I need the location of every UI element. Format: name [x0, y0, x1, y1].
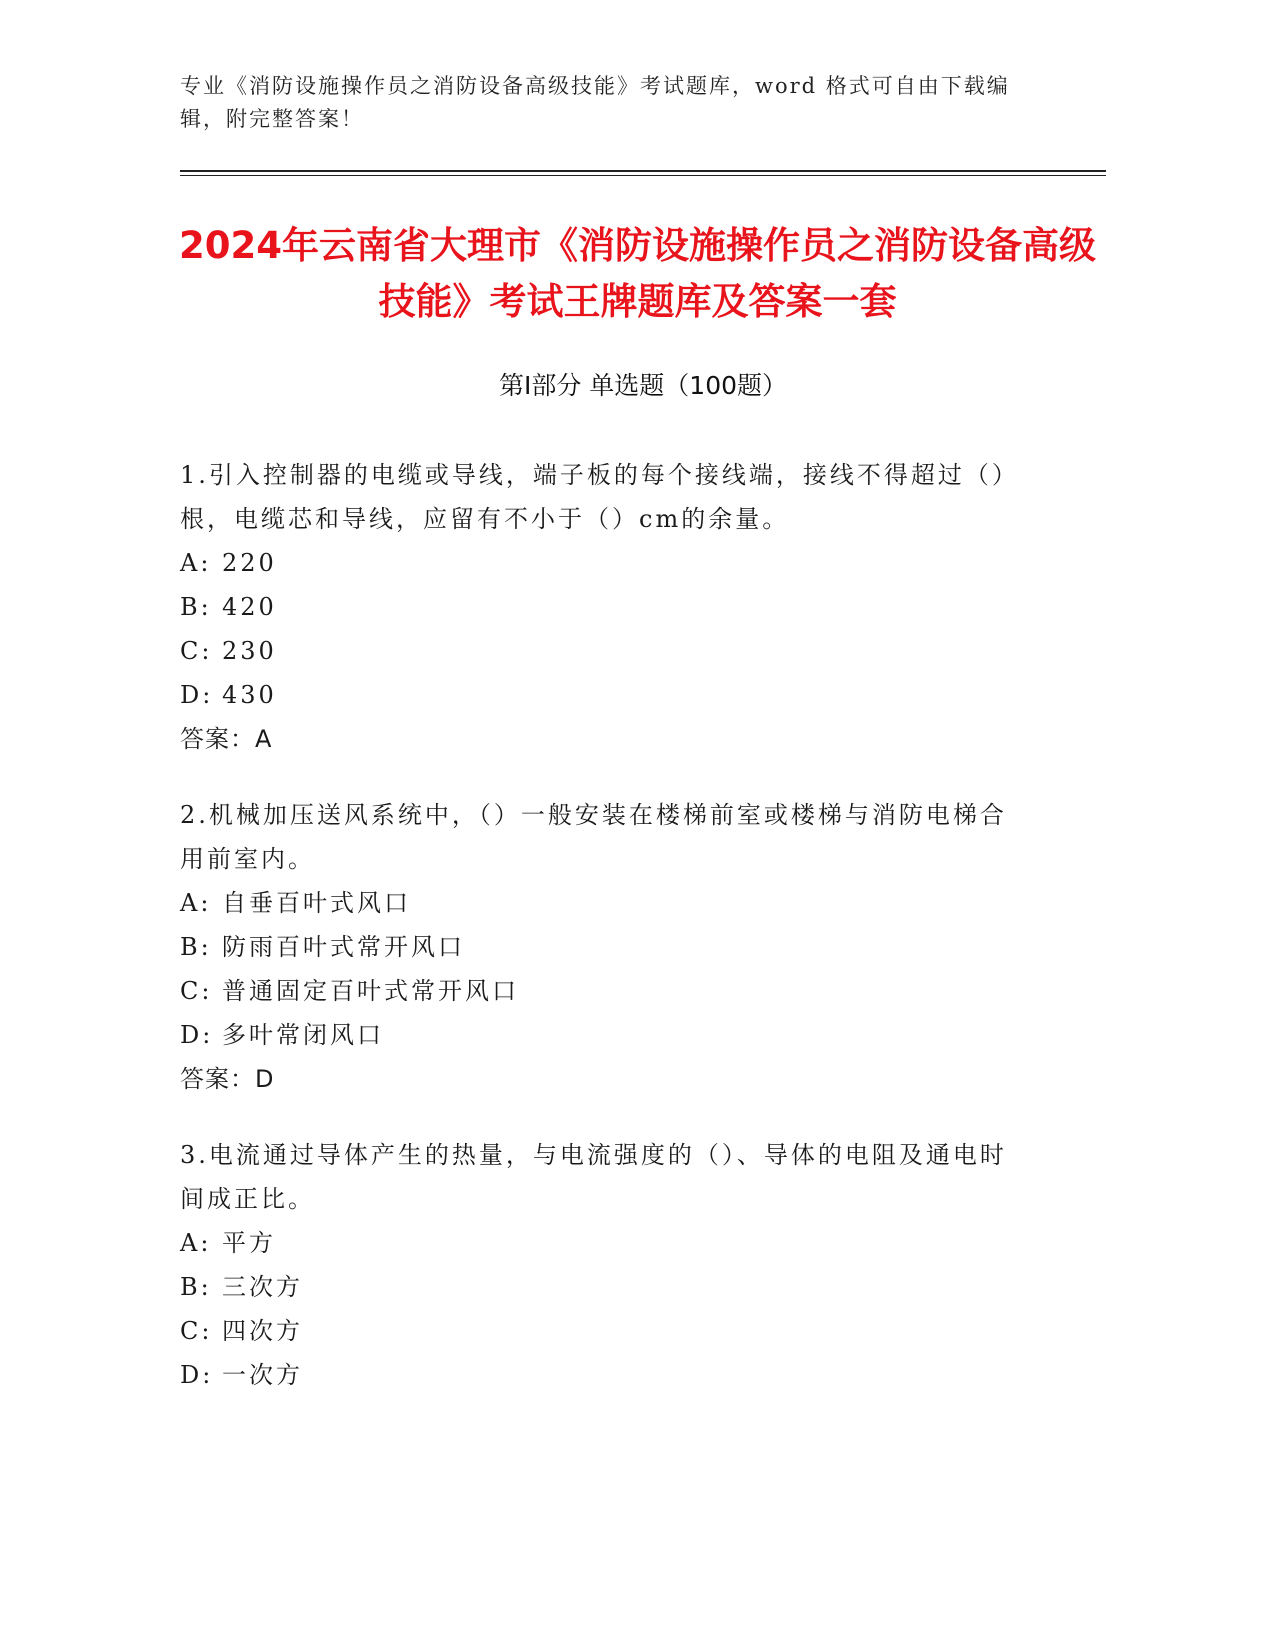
option-text: 防雨百叶式常开风口 — [222, 933, 465, 961]
question-stem: 3.电流通过导体产生的热量，与电流强度的（）、导体的电阻及通电时间成正比。 — [180, 1141, 1007, 1213]
answer-line: 答案：D — [180, 1065, 275, 1093]
option-text: 430 — [222, 681, 277, 709]
option-text: 平方 — [222, 1229, 276, 1257]
option-a — [180, 1221, 1020, 1265]
option-text: 普通固定百叶式常开风口 — [222, 977, 519, 1005]
option-key: D: — [180, 681, 214, 709]
option-text: 220 — [222, 549, 277, 577]
option-key: D: — [180, 1021, 214, 1049]
option-b — [180, 585, 1020, 629]
header-divider-thick — [180, 170, 1106, 172]
option-d — [180, 1013, 1020, 1057]
question-3 — [180, 1133, 1020, 1397]
option-a — [180, 541, 1020, 585]
option-text: 四次方 — [222, 1317, 303, 1345]
document-title: 2024年云南省大理市《消防设施操作员之消防设备高级技能》考试王牌题库及答案一套 — [179, 224, 1096, 323]
option-key: B: — [180, 1273, 212, 1301]
question-list — [180, 453, 1020, 1429]
option-c — [180, 1309, 1020, 1353]
option-text: 三次方 — [222, 1273, 303, 1301]
option-key: B: — [180, 593, 212, 621]
question-stem: 2.机械加压送风系统中，（）一般安装在楼梯前室或楼梯与消防电梯合用前室内。 — [180, 801, 1007, 873]
question-1 — [180, 453, 1020, 761]
option-key: A: — [180, 549, 212, 577]
question-2 — [180, 793, 1020, 1101]
header-divider-thin — [180, 175, 1106, 176]
question-stem: 1.引入控制器的电缆或导线，端子板的每个接线端，接线不得超过（）根，电缆芯和导线，应留有不小于（）cm的余量。 — [180, 461, 1019, 533]
option-c — [180, 629, 1020, 673]
option-c — [180, 969, 1020, 1013]
option-b — [180, 1265, 1020, 1309]
option-key: D: — [180, 1361, 214, 1389]
option-text: 420 — [222, 593, 277, 621]
option-d — [180, 673, 1020, 717]
answer-line: 答案：A — [180, 725, 273, 753]
option-text: 自垂百叶式风口 — [222, 889, 411, 917]
section-title: 第Ⅰ部分 单选题（100题） — [498, 371, 788, 400]
option-text: 230 — [222, 637, 277, 665]
option-b — [180, 925, 1020, 969]
option-text: 一次方 — [222, 1361, 303, 1389]
option-text: 多叶常闭风口 — [222, 1021, 384, 1049]
option-d — [180, 1353, 1020, 1397]
option-a — [180, 881, 1020, 925]
option-key: C: — [180, 637, 213, 665]
header-note: 专业《消防设施操作员之消防设备高级技能》考试题库，word 格式可自由下载编辑，附完整答案！ — [180, 74, 1010, 131]
option-key: A: — [180, 1229, 212, 1257]
option-key: C: — [180, 977, 213, 1005]
option-key: B: — [180, 933, 212, 961]
option-key: C: — [180, 1317, 213, 1345]
option-key: A: — [180, 889, 212, 917]
